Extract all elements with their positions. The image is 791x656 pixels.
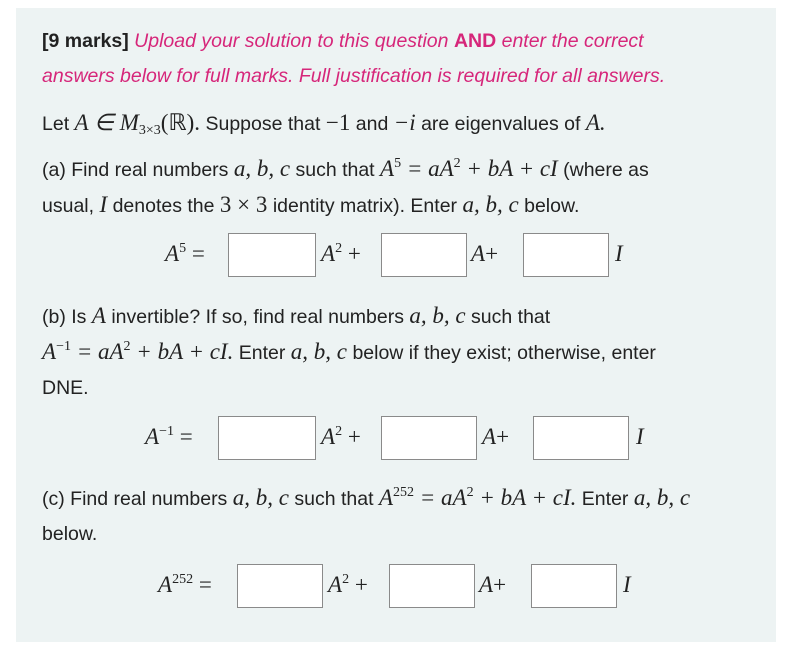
part-b-text-2: invertible? If so, find real numbers	[111, 306, 404, 328]
part-a-vars: a, b, c	[233, 156, 291, 181]
part-c-below: below.	[42, 523, 98, 545]
intro-tail: are eigenvalues of	[421, 113, 581, 135]
part-c-a-input[interactable]	[237, 564, 323, 608]
part-c-vars-2: a, b, c	[633, 485, 691, 510]
part-a-identity-text: identity matrix). Enter	[272, 195, 458, 217]
part-c-enter: Enter	[581, 488, 629, 510]
part-c-vars: a, b, c	[232, 485, 289, 510]
part-b-tail: below if they exist; otherwise, enter	[352, 342, 656, 364]
part-b-line-3	[42, 376, 89, 400]
part-a-a-input[interactable]	[228, 233, 316, 277]
part-c-line-1	[42, 486, 690, 511]
eigenvalue-2: −i	[393, 110, 416, 135]
question-header	[42, 29, 644, 53]
intro-and: and	[355, 113, 389, 135]
part-a-row-i: I	[615, 241, 623, 266]
part-a-vars-2: a, b, c	[462, 192, 519, 217]
instruction-text-1: Upload your solution to this question	[134, 30, 449, 52]
instruction-text-2: enter the correct	[501, 30, 644, 52]
part-b-row-i: I	[636, 424, 644, 449]
eigenvalue-1: −1	[325, 110, 351, 135]
part-c-b-input[interactable]	[389, 564, 475, 608]
part-a-row-a1: A+	[471, 241, 499, 266]
part-a-line-2	[42, 193, 579, 218]
part-b-row-a2: $A^2$ +	[321, 424, 361, 449]
part-c-c-input[interactable]	[531, 564, 617, 608]
part-a-answer-row	[0, 233, 791, 281]
part-c-line-2	[42, 522, 97, 546]
instruction-line-2	[42, 64, 665, 88]
part-a-b-input[interactable]	[381, 233, 467, 277]
part-b-a-input[interactable]	[218, 416, 316, 460]
part-a-dim: 3 × 3	[219, 192, 268, 217]
intro-matrix: A.	[585, 110, 606, 135]
intro-let: Let	[42, 113, 70, 135]
part-b-matrix: A	[91, 303, 106, 328]
part-b-row-a1: A+	[482, 424, 510, 449]
part-b-answer-row	[0, 416, 791, 464]
part-b-vars: a, b, c	[409, 303, 466, 328]
part-a-identity: I	[99, 192, 108, 217]
part-c-row-i: I	[623, 572, 631, 597]
part-b-vars-2: a, b, c	[290, 339, 348, 364]
part-c-row-a2: $A^2$ +	[328, 572, 368, 597]
part-c-answer-row	[0, 564, 791, 612]
marks-label: [9 marks]	[42, 30, 129, 52]
part-b-line-2	[42, 340, 656, 365]
part-a-row-a2: $A^2$ +	[321, 241, 361, 266]
part-c-row-lhs: $A^{252}$ =	[158, 572, 212, 597]
part-c-text: (c) Find real numbers	[42, 488, 228, 510]
part-a-usual: usual,	[42, 195, 95, 217]
intro-math-set: A ∈ $M_{3\times 3}(ℝ)$.	[74, 110, 201, 138]
part-a-equation: $A^5 = aA^2$ + bA + cI	[380, 156, 558, 181]
intro-suppose: Suppose that	[205, 113, 321, 135]
instruction-and: AND	[453, 30, 497, 52]
part-a-denotes: denotes the	[112, 195, 215, 217]
part-a-where: (where as	[563, 159, 649, 181]
part-b-dne: DNE.	[42, 377, 89, 399]
part-b-enter: Enter	[238, 342, 286, 364]
part-a-row-lhs: $A^5$ =	[165, 241, 205, 266]
part-b-b-input[interactable]	[381, 416, 477, 460]
part-c-row-a1: A+	[479, 572, 507, 597]
part-a-such-that: such that	[295, 159, 375, 181]
part-b-equation: $A^{-1} = aA^2$ + bA + cI.	[42, 339, 234, 364]
part-b-c-input[interactable]	[533, 416, 629, 460]
part-c-such-that: such that	[294, 488, 374, 510]
part-b-text: (b) Is	[42, 306, 87, 328]
part-b-such-that: such that	[471, 306, 551, 328]
intro-line	[42, 111, 606, 136]
part-a-line-1	[42, 157, 649, 182]
part-a-below: below.	[524, 195, 580, 217]
part-b-row-lhs: $A^{-1}$ =	[145, 424, 193, 449]
part-c-equation: $A^{252} = aA^2$ + bA + cI.	[378, 485, 577, 510]
part-b-line-1	[42, 304, 550, 329]
instruction-text-3: answers below for full marks. Full justification is required for all answers.	[42, 65, 666, 87]
part-a-text: (a) Find real numbers	[42, 159, 229, 181]
part-a-c-input[interactable]	[523, 233, 609, 277]
